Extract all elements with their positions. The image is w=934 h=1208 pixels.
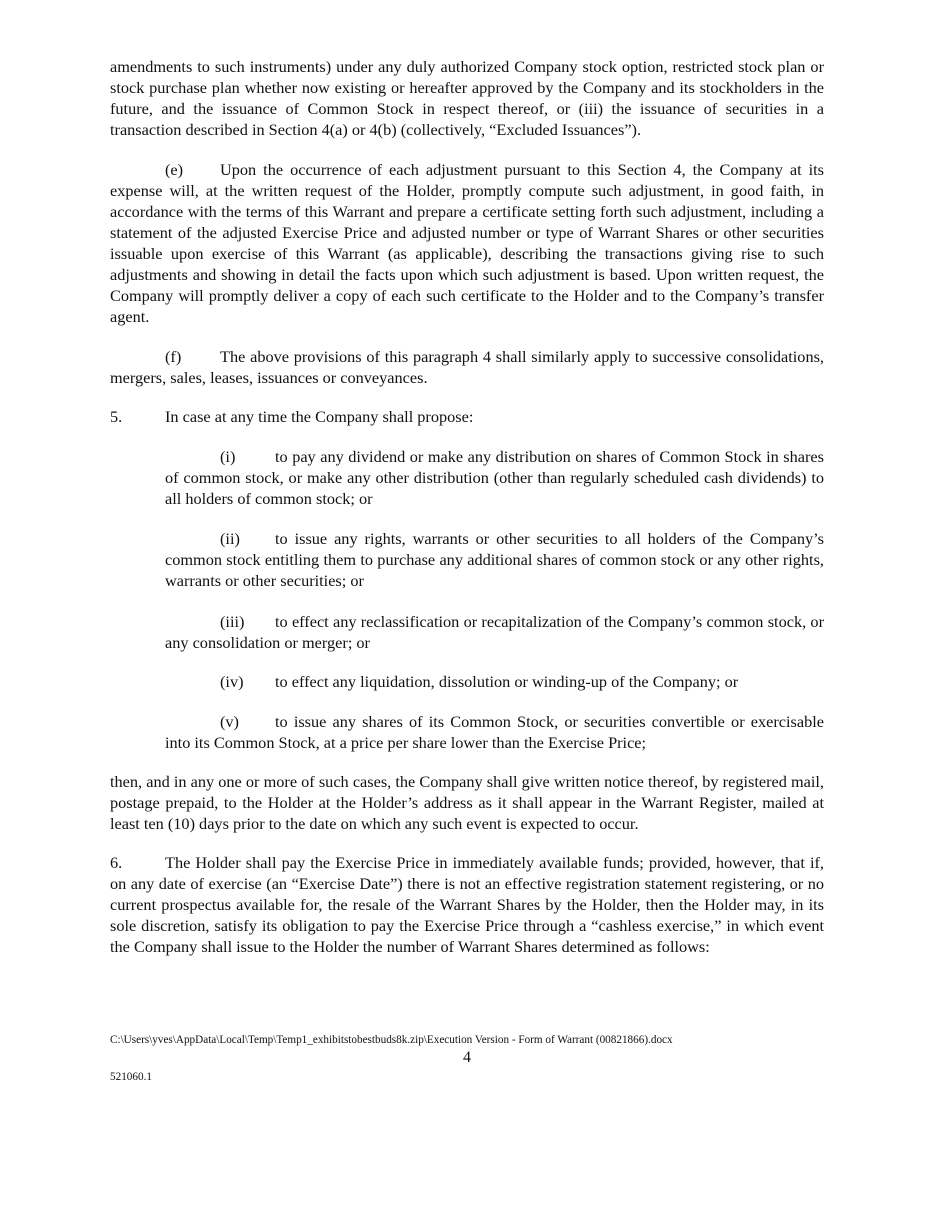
- page-number: 4: [463, 1049, 471, 1066]
- paragraph-e-text: Upon the occurrence of each adjustment pursuant to this Section 4, the Company at its expense will, at the written request of the Holder, promptly compute such adjustment, in good faith, in accordance with the terms of this Warrant and prepare a certificate setting forth such adjustment, including a statement of the adjusted Exercise Price and adjusted number or type of Warrant Shares or other securities issuable upon exercise of this Warrant (as applicable), describing the transactions giving rise to such adjustments and showing in detail the facts upon which such adjustment is based. Upon written request, the Company will promptly deliver a copy of each such certificate to the Holder and to the Company’s transfer agent.: [110, 160, 824, 326]
- item-v-text: to issue any shares of its Common Stock, or securities convertible or exercisable into its Common Stock, at a price per share lower than the Exercise Price;: [165, 712, 824, 752]
- footer-file-path: C:\Users\yves\AppData\Local\Temp\Temp1_exhibitstobestbuds8k.zip\Execution Version - Form of Warrant (00821866).docx: [110, 1034, 673, 1046]
- paragraph-e-label: (e): [165, 160, 184, 179]
- item-v-label: (v): [220, 712, 239, 731]
- section-5-text: In case at any time the Company shall propose:: [165, 407, 474, 426]
- paragraph-f-label: (f): [165, 347, 182, 366]
- item-i-label: (i): [220, 447, 236, 466]
- section-6-paragraph: [110, 852, 824, 957]
- section-6-label: 6.: [110, 853, 123, 872]
- section-5-item-ii: [165, 528, 824, 591]
- section-5-item-v: [165, 711, 824, 753]
- section-5-closing: then, and in any one or more of such cases, the Company shall give written notice thereof, by registered mail, postage prepaid, to the Holder at the Holder’s address as it shall appear in the Warrant Register, mailed at least ten (10) days prior to the date on which any such event is expected to occur.: [110, 772, 824, 833]
- paragraph-f-text: The above provisions of this paragraph 4 shall similarly apply to successive consolidations, mergers, sales, leases, issuances or conveyances.: [110, 347, 824, 387]
- item-i-text: to pay any dividend or make any distribution on shares of Common Stock in shares of common stock, or make any other distribution (other than regularly scheduled cash dividends) to all holders of common stock; or: [165, 447, 824, 508]
- section-5-item-iv: [165, 671, 824, 692]
- section-5-item-i: [165, 446, 824, 509]
- paragraph-f: [110, 346, 824, 388]
- intro-paragraph: amendments to such instruments) under any duly authorized Company stock option, restricted stock plan or stock purchase plan whether now existing or hereafter approved by the Company and its stockholders in the future, and the issuance of Common Stock in respect thereof, or (iii) the issuance of securities in a transaction described in Section 4(a) or 4(b) (collectively, “Excluded Issuances”).: [110, 57, 824, 139]
- footer-doc-id: 521060.1: [110, 1071, 152, 1083]
- item-iv-label: (iv): [220, 672, 244, 691]
- item-iii-label: (iii): [220, 612, 245, 631]
- item-ii-label: (ii): [220, 529, 240, 548]
- item-iii-text: to effect any reclassification or recapitalization of the Company’s common stock, or any consolidation or merger; or: [165, 612, 824, 652]
- section-5-heading: [110, 406, 824, 427]
- paragraph-e: [110, 159, 824, 327]
- item-iv-text: to effect any liquidation, dissolution or winding-up of the Company; or: [275, 672, 739, 691]
- section-5-item-iii: [165, 611, 824, 653]
- page-body: [110, 56, 824, 957]
- item-ii-text: to issue any rights, warrants or other securities to all holders of the Company’s common stock entitling them to purchase any additional shares of common stock or any other rights, warrants or other securities; or: [165, 529, 824, 590]
- section-5-label: 5.: [110, 407, 123, 426]
- section-6-text: The Holder shall pay the Exercise Price in immediately available funds; provided, however, that if, on any date of exercise (an “Exercise Date”) there is not an effective registration statement registering, or no current prospectus available for, the resale of the Warrant Shares by the Holder, then the Holder may, in its sole discretion, satisfy its obligation to pay the Exercise Price through a “cashless exercise,” in which event the Company shall issue to the Holder the number of Warrant Shares determined as follows:: [110, 853, 824, 956]
